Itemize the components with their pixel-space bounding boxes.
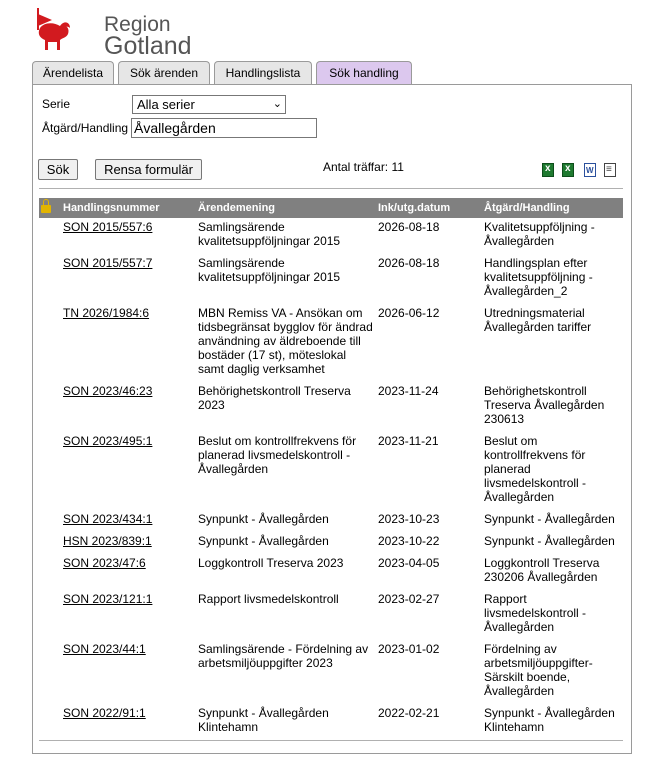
cell-arendemening: MBN Remiss VA - Ansökan om tidsbegränsat bygglov för ändrad användning av äldreboende till bostäder (17 st), möteslokal samt daglig verksamhet <box>198 306 373 376</box>
cell-arendemening: Beslut om kontrollfrekvens för planerad livsmedelskontroll - Åvallegården <box>198 434 357 476</box>
cell-datum: 2023-11-24 <box>378 384 439 398</box>
cell-datum: 2026-08-18 <box>378 220 440 234</box>
document-link[interactable]: SON 2015/557:6 <box>63 220 153 234</box>
chevron-down-icon: ⌄ <box>272 98 282 110</box>
document-link[interactable]: SON 2015/557:7 <box>63 256 153 270</box>
region-gotland-logo[interactable] <box>30 6 192 60</box>
cell-atgard: Beslut om kontrollfrekvens för planerad livsmedelskontroll - Åvallegården <box>484 434 587 504</box>
cell-atgard: Fördelning av arbetsmiljöuppgifter-Särskilt boende, Åvallegården <box>484 642 593 698</box>
cell-atgard: Synpunkt - Åvallegården Klintehamn <box>484 706 615 734</box>
lock-icon <box>41 205 51 213</box>
divider-bottom <box>39 740 623 741</box>
cell-datum: 2023-01-02 <box>378 642 440 656</box>
table-row <box>39 254 623 304</box>
table-row <box>39 432 623 510</box>
tab-handlingslista[interactable]: Handlingslista <box>214 61 312 84</box>
text-file-icon[interactable] <box>604 163 616 177</box>
cell-arendemening: Rapport livsmedelskontroll <box>198 592 339 606</box>
serie-label: Serie <box>42 97 71 111</box>
table-row <box>39 304 623 382</box>
search-button[interactable]: Sök <box>38 159 78 180</box>
cell-atgard: Utredningsmaterial Åvallegården tariffer <box>484 306 592 334</box>
table-row <box>39 218 623 254</box>
table-row <box>39 554 623 590</box>
cell-datum: 2023-11-21 <box>378 434 439 448</box>
cell-datum: 2026-08-18 <box>378 256 440 270</box>
document-link[interactable]: SON 2023/495:1 <box>63 434 153 448</box>
header-handlingsnummer[interactable]: Handlingsnummer <box>61 198 196 218</box>
brand-line2: Gotland <box>104 32 192 60</box>
reset-form-button[interactable]: Rensa formulär <box>95 159 202 180</box>
cell-arendemening: Loggkontroll Treserva 2023 <box>198 556 344 570</box>
ram-emblem-icon <box>30 6 74 54</box>
cell-atgard: Rapport livsmedelskontroll - Åvallegården <box>484 592 587 634</box>
results-table <box>39 198 623 740</box>
table-row <box>39 382 623 432</box>
brand-name <box>104 14 192 59</box>
atgard-label: Åtgärd/Handling <box>42 121 129 135</box>
cell-arendemening: Synpunkt - Åvallegården <box>198 534 329 548</box>
document-link[interactable]: SON 2023/434:1 <box>63 512 153 526</box>
tab-sok-handling[interactable]: Sök handling <box>316 61 412 84</box>
document-link[interactable]: TN 2026/1984:6 <box>63 306 150 320</box>
document-link[interactable]: SON 2023/47:6 <box>63 556 146 570</box>
tab-sok-arenden[interactable]: Sök ärenden <box>118 61 210 84</box>
cell-datum: 2023-04-05 <box>378 556 440 570</box>
cell-atgard: Kvalitetsuppföljning - Åvallegården <box>484 220 595 248</box>
results-table-wrapper <box>39 198 623 740</box>
tab-arendelista[interactable]: Ärendelista <box>32 61 114 84</box>
document-link[interactable]: HSN 2023/839:1 <box>63 534 152 548</box>
header-atgard[interactable]: Åtgärd/Handling <box>482 198 623 218</box>
cell-arendemening: Behörighetskontroll Treserva 2023 <box>198 384 351 412</box>
table-row <box>39 590 623 640</box>
cell-atgard: Loggkontroll Treserva 230206 Åvallegården <box>484 556 600 584</box>
hit-count: Antal träffar: 11 <box>323 160 404 174</box>
document-link[interactable]: SON 2023/44:1 <box>63 642 146 656</box>
header-arendemening[interactable]: Ärendemening <box>196 198 376 218</box>
document-link[interactable]: SON 2023/121:1 <box>63 592 153 606</box>
serie-selected-value: Alla serier <box>137 97 195 112</box>
cell-datum: 2023-10-22 <box>378 534 440 548</box>
cell-arendemening: Samlingsärende - Fördelning av arbetsmiljöuppgifter 2023 <box>198 642 369 670</box>
cell-datum: 2022-02-21 <box>378 706 440 720</box>
table-header-row <box>39 198 623 218</box>
cell-datum: 2023-02-27 <box>378 592 440 606</box>
cell-arendemening: Synpunkt - Åvallegården Klintehamn <box>198 706 329 734</box>
table-row <box>39 510 623 532</box>
cell-arendemening: Samlingsärende kvalitetsuppföljningar 2015 <box>198 256 341 284</box>
cell-arendemening: Samlingsärende kvalitetsuppföljningar 2015 <box>198 220 341 248</box>
document-link[interactable]: SON 2022/91:1 <box>63 706 146 720</box>
serie-select[interactable] <box>132 95 286 114</box>
cell-datum: 2026-06-12 <box>378 306 440 320</box>
excel-icon[interactable] <box>562 163 574 177</box>
header-datum[interactable]: Ink/utg.datum <box>376 198 482 218</box>
cell-atgard: Synpunkt - Åvallegården <box>484 534 615 548</box>
divider-top <box>39 188 623 189</box>
table-row <box>39 640 623 704</box>
cell-atgard: Behörighetskontroll Treserva Åvallegården 230613 <box>484 384 605 426</box>
cell-datum: 2023-10-23 <box>378 512 440 526</box>
word-icon[interactable] <box>584 163 596 177</box>
table-row <box>39 532 623 554</box>
excel-icon[interactable] <box>542 163 554 177</box>
lock-header <box>39 198 61 218</box>
brand-line1: Region <box>104 13 171 36</box>
cell-arendemening: Synpunkt - Åvallegården <box>198 512 329 526</box>
atgard-input[interactable] <box>131 118 317 138</box>
table-row <box>39 704 623 740</box>
cell-atgard: Synpunkt - Åvallegården <box>484 512 615 526</box>
search-panel <box>32 84 632 754</box>
document-link[interactable]: SON 2023/46:23 <box>63 384 153 398</box>
cell-atgard: Handlingsplan efter kvalitetsuppföljning - Åvallegården_2 <box>484 256 593 298</box>
